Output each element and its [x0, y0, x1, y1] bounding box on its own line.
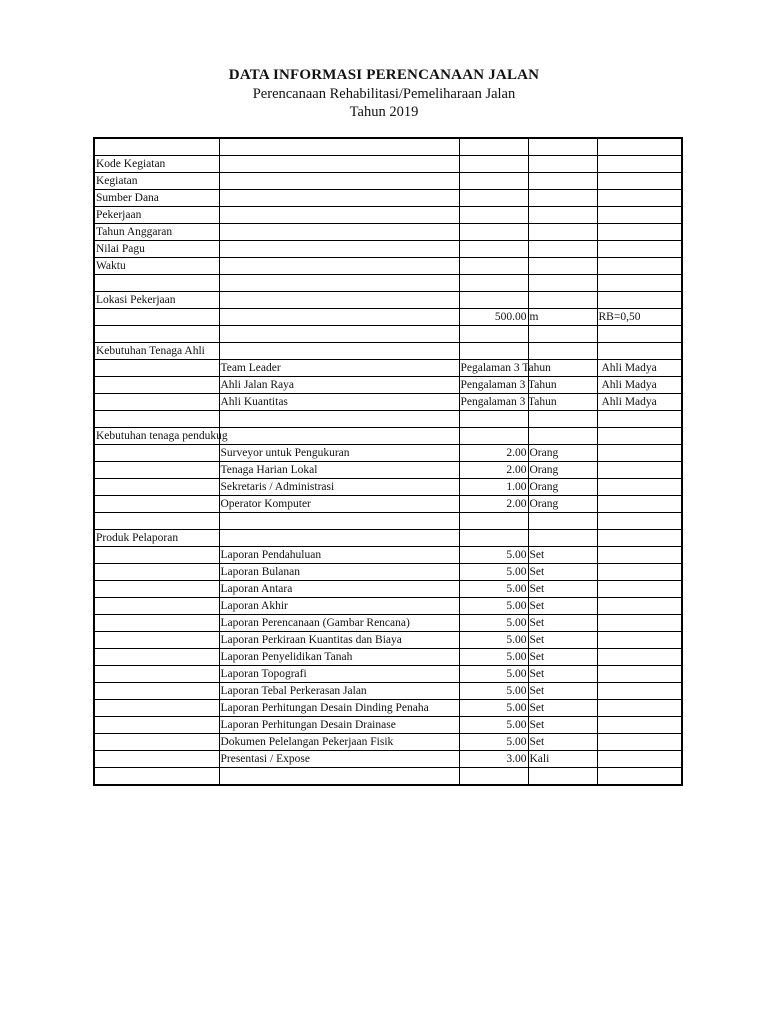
table-row: [94, 173, 682, 190]
unit-cell[interactable]: Orang: [528, 479, 597, 496]
table-row: [94, 564, 682, 581]
label-cell[interactable]: Kode Kegiatan: [94, 156, 219, 173]
value-cell[interactable]: 5.00: [459, 717, 528, 734]
table-row: [94, 462, 682, 479]
label-cell[interactable]: [94, 598, 219, 615]
value-cell[interactable]: [459, 207, 528, 224]
unit-cell[interactable]: Set: [528, 734, 597, 751]
item-cell[interactable]: [219, 138, 459, 156]
value-cell[interactable]: 1.00: [459, 479, 528, 496]
label-cell[interactable]: [94, 734, 219, 751]
note-cell[interactable]: [597, 700, 682, 717]
note-cell[interactable]: [597, 343, 682, 360]
table-row: [94, 326, 682, 343]
item-cell[interactable]: Laporan Bulanan: [219, 564, 459, 581]
value-cell[interactable]: [459, 224, 528, 241]
unit-cell[interactable]: Set: [528, 700, 597, 717]
unit-cell[interactable]: [528, 411, 597, 428]
unit-cell[interactable]: Set: [528, 666, 597, 683]
value-cell[interactable]: [459, 275, 528, 292]
item-cell[interactable]: [219, 513, 459, 530]
unit-cell[interactable]: [528, 258, 597, 275]
note-cell[interactable]: [597, 513, 682, 530]
item-cell[interactable]: [219, 190, 459, 207]
unit-cell[interactable]: m: [528, 309, 597, 326]
value-cell[interactable]: 5.00: [459, 649, 528, 666]
value-cell[interactable]: 2.00: [459, 445, 528, 462]
unit-cell[interactable]: Set: [528, 683, 597, 700]
value-cell[interactable]: 5.00: [459, 666, 528, 683]
note-cell[interactable]: [597, 666, 682, 683]
table-row: [94, 275, 682, 292]
value-cell[interactable]: 5.00: [459, 547, 528, 564]
note-cell[interactable]: [597, 683, 682, 700]
note-cell[interactable]: [597, 581, 682, 598]
unit-cell[interactable]: [528, 190, 597, 207]
item-cell[interactable]: Laporan Topografi: [219, 666, 459, 683]
note-cell[interactable]: [597, 462, 682, 479]
table-row: [94, 717, 682, 734]
unit-cell[interactable]: Set: [528, 598, 597, 615]
unit-cell[interactable]: [528, 428, 597, 445]
note-cell[interactable]: Ahli Madya: [597, 394, 682, 411]
item-cell[interactable]: [219, 224, 459, 241]
note-cell[interactable]: [597, 632, 682, 649]
table-row: [94, 241, 682, 258]
note-cell[interactable]: [597, 173, 682, 190]
unit-cell[interactable]: Set: [528, 649, 597, 666]
item-cell[interactable]: [219, 258, 459, 275]
label-cell[interactable]: Pekerjaan: [94, 207, 219, 224]
note-cell[interactable]: [597, 224, 682, 241]
label-cell[interactable]: [94, 666, 219, 683]
unit-cell[interactable]: [528, 275, 597, 292]
item-cell[interactable]: Surveyor untuk Pengukuran: [219, 445, 459, 462]
note-cell[interactable]: [597, 411, 682, 428]
label-cell[interactable]: [94, 138, 219, 156]
value-cell[interactable]: 2.00: [459, 462, 528, 479]
table-row: [94, 615, 682, 632]
label-cell[interactable]: [94, 768, 219, 786]
value-cell[interactable]: [459, 343, 528, 360]
table-row: [94, 496, 682, 513]
note-cell[interactable]: [597, 479, 682, 496]
value-cell[interactable]: [459, 156, 528, 173]
note-cell[interactable]: [597, 241, 682, 258]
table-body: [94, 138, 682, 785]
note-cell[interactable]: RB=0,50: [597, 309, 682, 326]
unit-cell[interactable]: Set: [528, 547, 597, 564]
item-cell[interactable]: Ahli Kuantitas: [219, 394, 459, 411]
value-cell[interactable]: 5.00: [459, 598, 528, 615]
item-cell[interactable]: Laporan Penyelidikan Tanah: [219, 649, 459, 666]
note-cell[interactable]: [597, 275, 682, 292]
note-cell[interactable]: [597, 751, 682, 768]
value-cell[interactable]: 3.00: [459, 751, 528, 768]
label-cell[interactable]: [94, 683, 219, 700]
item-cell[interactable]: [219, 530, 459, 547]
table-row: [94, 547, 682, 564]
label-cell[interactable]: [94, 649, 219, 666]
table-row: [94, 411, 682, 428]
item-cell[interactable]: [219, 292, 459, 309]
item-cell[interactable]: [219, 207, 459, 224]
item-cell[interactable]: Laporan Perencanaan (Gambar Rencana): [219, 615, 459, 632]
value-cell[interactable]: [459, 513, 528, 530]
item-cell[interactable]: [219, 326, 459, 343]
label-cell[interactable]: Nilai Pagu: [94, 241, 219, 258]
note-cell[interactable]: [597, 156, 682, 173]
unit-cell[interactable]: Set: [528, 632, 597, 649]
value-cell[interactable]: 5.00: [459, 700, 528, 717]
label-cell[interactable]: [94, 700, 219, 717]
label-cell[interactable]: Kegiatan: [94, 173, 219, 190]
document-header: [0, 66, 768, 121]
item-cell[interactable]: Team Leader: [219, 360, 459, 377]
value-cell[interactable]: 5.00: [459, 632, 528, 649]
table-row: [94, 581, 682, 598]
note-cell[interactable]: [597, 598, 682, 615]
label-cell[interactable]: [94, 377, 219, 394]
table-row: [94, 734, 682, 751]
value-cell[interactable]: [459, 428, 528, 445]
label-cell[interactable]: [94, 632, 219, 649]
note-cell[interactable]: [597, 649, 682, 666]
unit-cell[interactable]: Orang: [528, 462, 597, 479]
table-row: [94, 632, 682, 649]
item-cell[interactable]: Sekretaris / Administrasi: [219, 479, 459, 496]
label-cell[interactable]: [94, 479, 219, 496]
unit-cell[interactable]: [528, 343, 597, 360]
note-cell[interactable]: [597, 496, 682, 513]
item-cell[interactable]: Laporan Perhitungan Desain Dinding Penaha: [219, 700, 459, 717]
table-row: [94, 700, 682, 717]
value-cell[interactable]: [459, 292, 528, 309]
item-cell[interactable]: Laporan Perhitungan Desain Drainase: [219, 717, 459, 734]
unit-cell[interactable]: [528, 138, 597, 156]
item-cell[interactable]: [219, 275, 459, 292]
label-cell[interactable]: [94, 717, 219, 734]
item-cell[interactable]: Presentasi / Expose: [219, 751, 459, 768]
item-cell[interactable]: [219, 428, 459, 445]
unit-cell[interactable]: [528, 530, 597, 547]
item-cell[interactable]: Laporan Pendahuluan: [219, 547, 459, 564]
unit-cell[interactable]: [528, 173, 597, 190]
unit-cell[interactable]: [528, 326, 597, 343]
value-cell[interactable]: Pengalaman 3 Tahun: [459, 377, 528, 394]
value-cell[interactable]: [459, 768, 528, 786]
label-cell[interactable]: [94, 564, 219, 581]
value-cell[interactable]: 2.00: [459, 496, 528, 513]
value-cell[interactable]: [459, 190, 528, 207]
document-subtitle: Perencanaan Rehabilitasi/Pemeliharaan Jalan: [252, 86, 516, 102]
unit-cell[interactable]: Set: [528, 564, 597, 581]
table-row: [94, 292, 682, 309]
label-cell[interactable]: [94, 615, 219, 632]
item-cell[interactable]: Tenaga Harian Lokal: [219, 462, 459, 479]
unit-cell[interactable]: Set: [528, 581, 597, 598]
unit-cell[interactable]: Set: [528, 615, 597, 632]
table-row: [94, 598, 682, 615]
note-cell[interactable]: [597, 615, 682, 632]
label-cell[interactable]: Waktu: [94, 258, 219, 275]
table-row: [94, 377, 682, 394]
item-cell[interactable]: Laporan Akhir: [219, 598, 459, 615]
table-row: [94, 428, 682, 445]
table-row: [94, 530, 682, 547]
note-cell[interactable]: [597, 207, 682, 224]
item-cell[interactable]: [219, 309, 459, 326]
item-cell[interactable]: [219, 241, 459, 258]
table-row: [94, 513, 682, 530]
value-cell[interactable]: [459, 530, 528, 547]
table-row: [94, 360, 682, 377]
unit-cell[interactable]: [528, 768, 597, 786]
label-cell[interactable]: [94, 411, 219, 428]
table-row: [94, 207, 682, 224]
note-cell[interactable]: Ahli Madya: [597, 377, 682, 394]
label-cell[interactable]: [94, 360, 219, 377]
value-cell[interactable]: [459, 411, 528, 428]
value-cell[interactable]: Pengalaman 3 Tahun: [459, 394, 528, 411]
item-cell[interactable]: [219, 173, 459, 190]
note-cell[interactable]: [597, 547, 682, 564]
document-year: Tahun 2019: [349, 104, 419, 120]
table-row: [94, 138, 682, 156]
note-cell[interactable]: [597, 292, 682, 309]
value-cell[interactable]: 5.00: [459, 581, 528, 598]
table-row: [94, 479, 682, 496]
value-cell[interactable]: 5.00: [459, 683, 528, 700]
unit-cell[interactable]: [528, 513, 597, 530]
document-title: DATA INFORMASI PERENCANAAN JALAN: [228, 67, 540, 83]
label-cell[interactable]: [94, 581, 219, 598]
table-row: [94, 768, 682, 786]
label-cell[interactable]: [94, 445, 219, 462]
label-cell[interactable]: [94, 309, 219, 326]
note-cell[interactable]: [597, 734, 682, 751]
table-row: [94, 258, 682, 275]
item-cell[interactable]: Ahli Jalan Raya: [219, 377, 459, 394]
value-cell[interactable]: [459, 241, 528, 258]
note-cell[interactable]: Ahli Madya: [597, 360, 682, 377]
unit-cell[interactable]: Orang: [528, 496, 597, 513]
value-cell[interactable]: [459, 138, 528, 156]
label-cell[interactable]: [94, 751, 219, 768]
unit-cell[interactable]: [528, 207, 597, 224]
label-cell[interactable]: [94, 394, 219, 411]
label-cell[interactable]: Lokasi Pekerjaan: [94, 292, 219, 309]
table-row: [94, 394, 682, 411]
item-cell[interactable]: [219, 768, 459, 786]
unit-cell[interactable]: [528, 156, 597, 173]
label-cell[interactable]: [94, 462, 219, 479]
table-row: [94, 309, 682, 326]
table-row: [94, 224, 682, 241]
label-cell[interactable]: [94, 275, 219, 292]
item-cell[interactable]: Laporan Antara: [219, 581, 459, 598]
value-cell[interactable]: 5.00: [459, 615, 528, 632]
unit-cell[interactable]: [528, 241, 597, 258]
value-cell[interactable]: [459, 258, 528, 275]
label-cell[interactable]: Sumber Dana: [94, 190, 219, 207]
value-cell[interactable]: 5.00: [459, 734, 528, 751]
note-cell[interactable]: [597, 768, 682, 786]
note-cell[interactable]: [597, 190, 682, 207]
table-row: [94, 649, 682, 666]
label-cell[interactable]: Tahun Anggaran: [94, 224, 219, 241]
unit-cell[interactable]: [528, 224, 597, 241]
note-cell[interactable]: [597, 428, 682, 445]
unit-cell[interactable]: [528, 292, 597, 309]
value-cell[interactable]: 500.00: [459, 309, 528, 326]
table-row: [94, 343, 682, 360]
label-cell[interactable]: [94, 513, 219, 530]
unit-cell[interactable]: Kali: [528, 751, 597, 768]
item-cell[interactable]: Laporan Perkiraan Kuantitas dan Biaya: [219, 632, 459, 649]
note-cell[interactable]: [597, 258, 682, 275]
note-cell[interactable]: [597, 564, 682, 581]
label-cell[interactable]: [94, 326, 219, 343]
item-cell[interactable]: [219, 411, 459, 428]
note-cell[interactable]: [597, 530, 682, 547]
unit-cell[interactable]: Set: [528, 717, 597, 734]
value-cell[interactable]: Pegalaman 3 Tahun: [459, 360, 528, 377]
value-cell[interactable]: [459, 326, 528, 343]
item-cell[interactable]: [219, 343, 459, 360]
item-cell[interactable]: [219, 156, 459, 173]
note-cell[interactable]: [597, 717, 682, 734]
item-cell[interactable]: Laporan Tebal Perkerasan Jalan: [219, 683, 459, 700]
item-cell[interactable]: Dokumen Pelelangan Pekerjaan Fisik: [219, 734, 459, 751]
label-cell[interactable]: [94, 496, 219, 513]
label-cell[interactable]: Produk Pelaporan: [94, 530, 219, 547]
value-cell[interactable]: 5.00: [459, 564, 528, 581]
table-row: [94, 683, 682, 700]
planning-data-table: [93, 137, 683, 786]
note-cell[interactable]: [597, 138, 682, 156]
table-row: [94, 666, 682, 683]
label-cell[interactable]: Kebutuhan tenaga pendukug: [94, 428, 219, 445]
table-row: [94, 445, 682, 462]
item-cell[interactable]: Operator Komputer: [219, 496, 459, 513]
unit-cell[interactable]: Orang: [528, 445, 597, 462]
note-cell[interactable]: [597, 326, 682, 343]
label-cell[interactable]: [94, 547, 219, 564]
table-row: [94, 156, 682, 173]
label-cell[interactable]: Kebutuhan Tenaga Ahli: [94, 343, 219, 360]
table-row: [94, 751, 682, 768]
value-cell[interactable]: [459, 173, 528, 190]
note-cell[interactable]: [597, 445, 682, 462]
table-row: [94, 190, 682, 207]
